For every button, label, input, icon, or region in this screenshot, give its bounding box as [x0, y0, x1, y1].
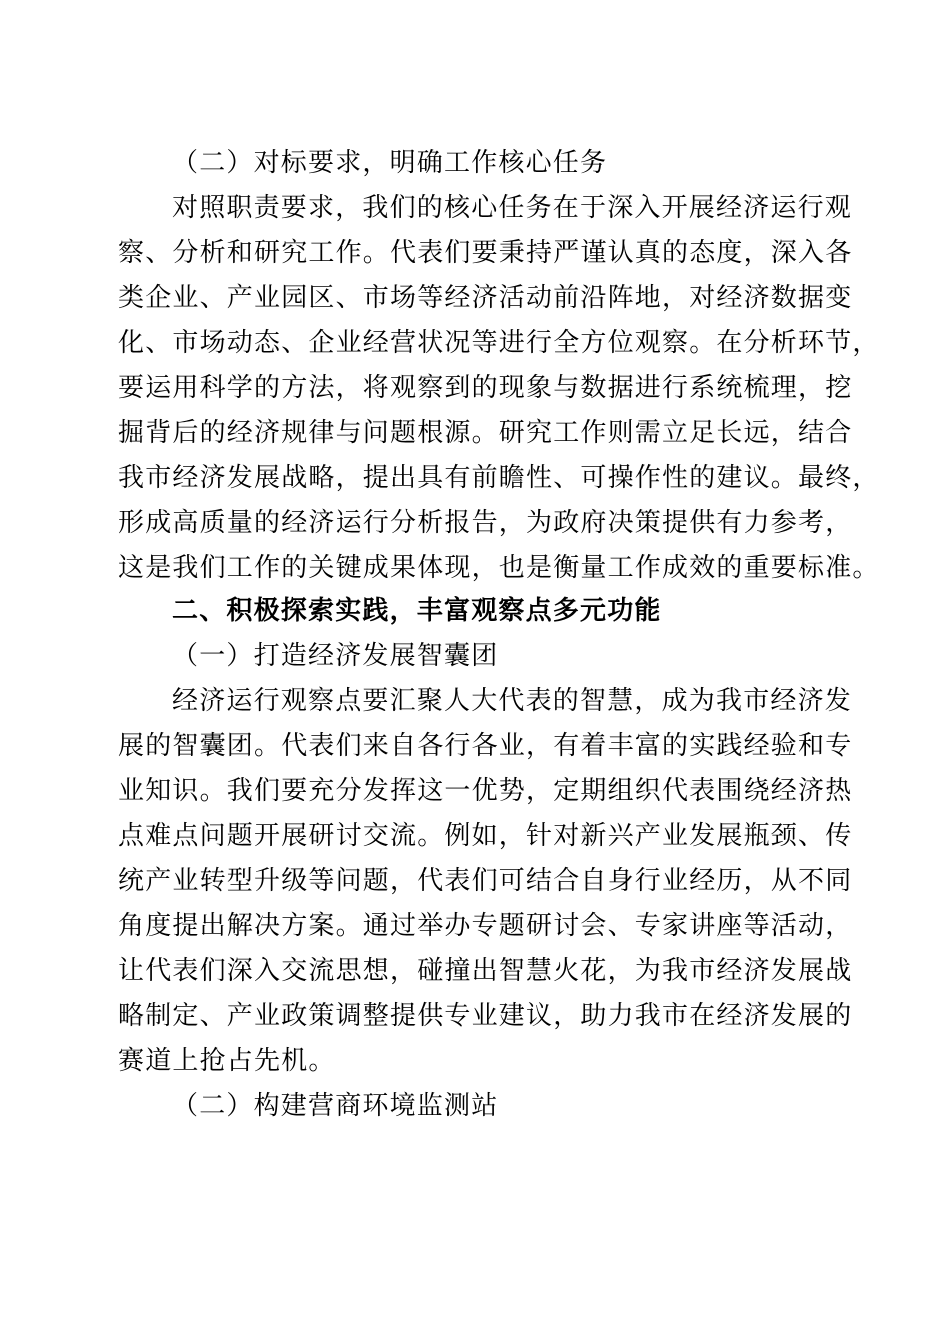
paragraph-line: 对照职责要求，我们的核心任务在于深入开展经济运行观 — [172, 193, 853, 223]
paragraph-line: 略制定、产业政策调整提供专业建议，助力我市在经济发展的 — [118, 1001, 853, 1031]
paragraph-line: 业知识。我们要充分发挥这一优势，定期组织代表围绕经济热 — [118, 776, 853, 806]
paragraph-line: 展的智囊团。代表们来自各行各业，有着丰富的实践经验和专 — [118, 731, 853, 761]
paragraph-line: 掘背后的经济规律与问题根源。研究工作则需立足长远，结合 — [118, 418, 853, 448]
paragraph-line: 统产业转型升级等问题，代表们可结合自身行业经历，从不同 — [118, 866, 853, 896]
paragraph-line: 类企业、产业园区、市场等经济活动前沿阵地，对经济数据变 — [118, 283, 853, 313]
paragraph-line: 角度提出解决方案。通过举办专题研讨会、专家讲座等活动， — [118, 911, 853, 941]
paragraph-line: 经济运行观察点要汇聚人大代表的智慧，成为我市经济发 — [172, 686, 853, 716]
paragraph-line: 化、市场动态、企业经营状况等进行全方位观察。在分析环节， — [118, 328, 880, 358]
paragraph-line: 形成高质量的经济运行分析报告，为政府决策提供有力参考， — [118, 508, 853, 538]
section-heading-2-1: （一）打造经济发展智囊团 — [172, 641, 499, 671]
paragraph-line: 这是我们工作的关键成果体现，也是衡量工作成效的重要标准。 — [118, 553, 880, 583]
section-heading-2-2: （二）构建营商环境监测站 — [172, 1091, 499, 1121]
paragraph-line: 让代表们深入交流思想，碰撞出智慧火花，为我市经济发展战 — [118, 956, 853, 986]
section-heading-1-2: （二）对标要求，明确工作核心任务 — [172, 148, 608, 178]
paragraph-line: 要运用科学的方法，将观察到的现象与数据进行系统梳理，挖 — [118, 373, 853, 403]
paragraph-line: 我市经济发展战略，提出具有前瞻性、可操作性的建议。最终， — [118, 463, 880, 493]
paragraph-line: 察、分析和研究工作。代表们要秉持严谨认真的态度，深入各 — [118, 238, 853, 268]
paragraph-line: 点难点问题开展研讨交流。例如，针对新兴产业发展瓶颈、传 — [118, 821, 853, 851]
section-heading-2: 二、积极探索实践，丰富观察点多元功能 — [172, 596, 662, 626]
paragraph-line: 赛道上抢占先机。 — [118, 1046, 336, 1076]
